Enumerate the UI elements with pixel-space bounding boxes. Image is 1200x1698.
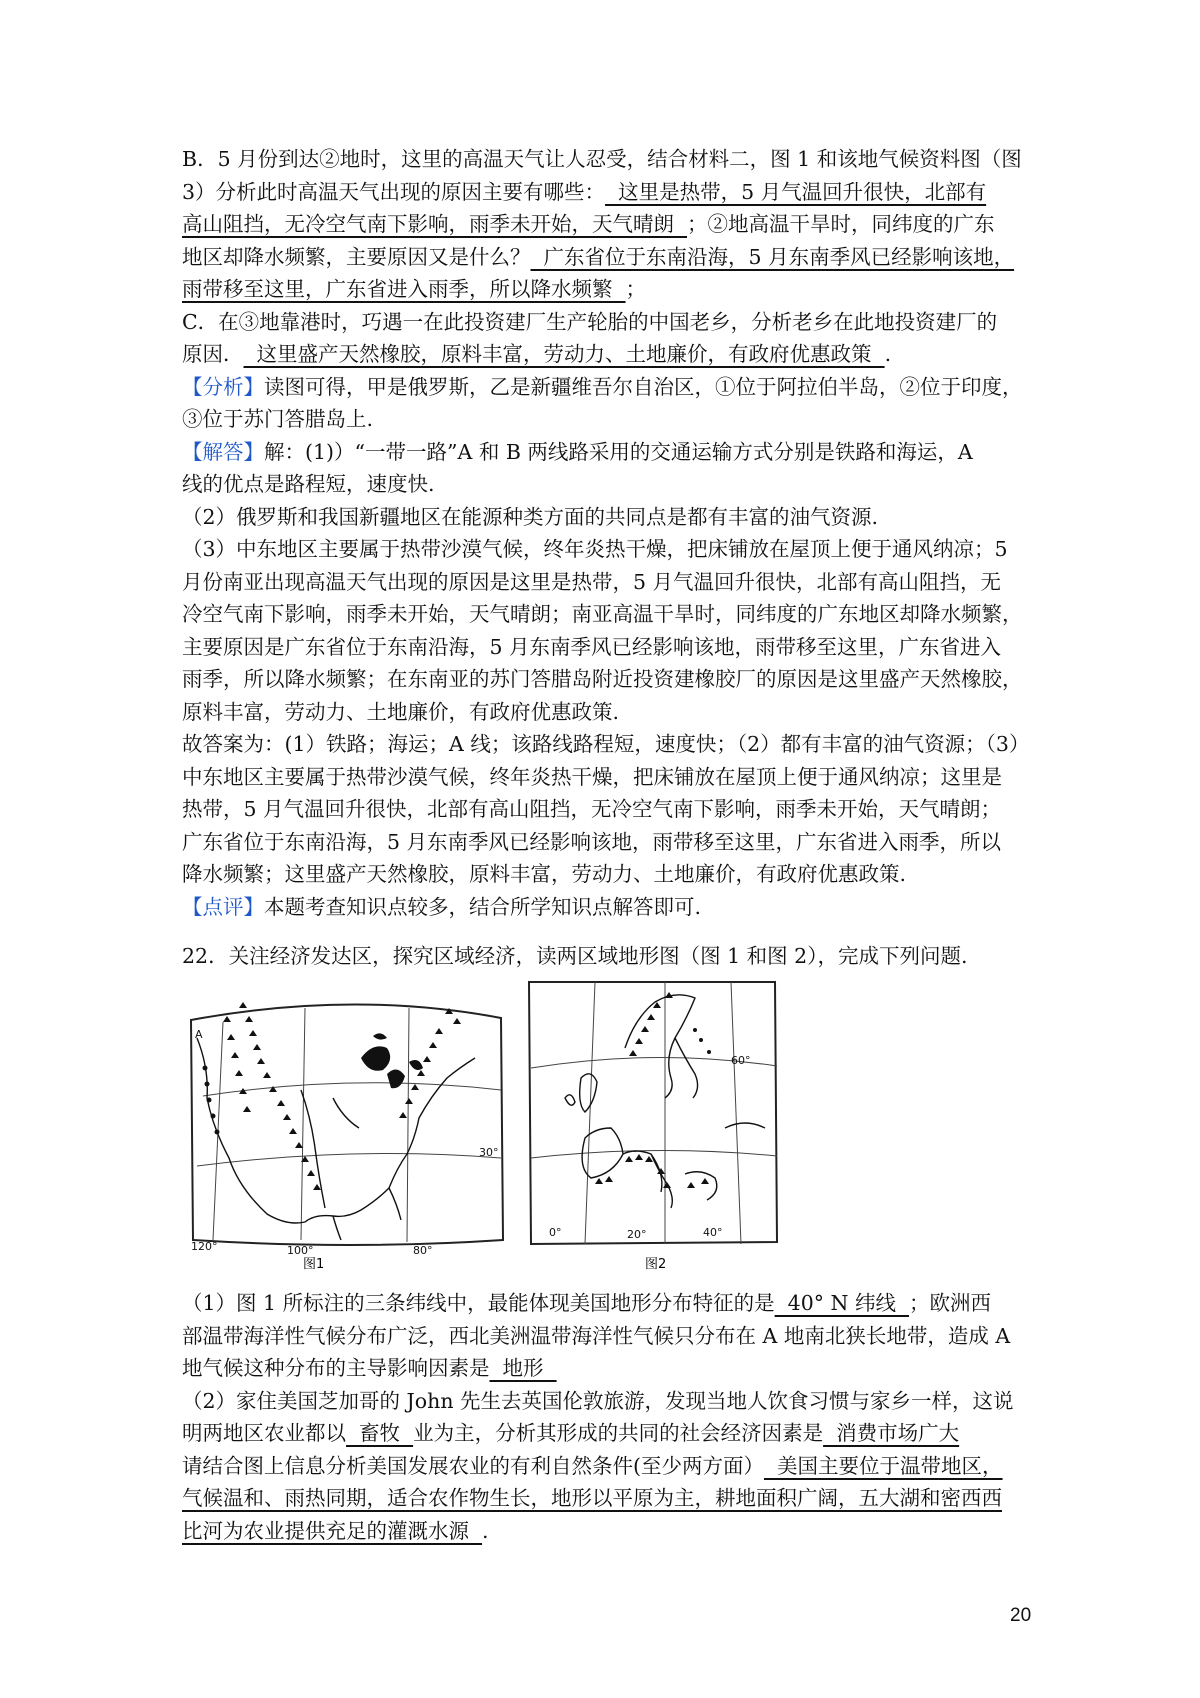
q22-part2-line: 比河为农业提供充足的灌溉水源 . [182, 1518, 489, 1543]
fill-answer: 雨带移至这里，广东省进入雨季，所以降水频繁 [182, 277, 626, 301]
question-b-line: B．5 月份到达②地时，这里的高温天气让人忍受，结合材料二，图 1 和该地气候资料图（图 [182, 147, 1022, 171]
solution-line: 线的优点是路程短，速度快. [182, 472, 435, 496]
q22-part2-line: 气候温和、雨热同期，适合农作物生长，地形以平原为主，耕地面积广阔，五大湖和密西西 [182, 1486, 1002, 1510]
fill-answer: 这里盛产天然橡胶，原料丰富，劳动力、土地廉价，有政府优惠政策 [243, 342, 885, 366]
figure-2-europe-map [525, 978, 780, 1270]
final-answer-line: 降水频繁；这里盛产天然橡胶，原料丰富，劳动力、土地廉价，有政府优惠政策. [182, 862, 907, 886]
q22-part2-line: 请结合图上信息分析美国发展农业的有利自然条件(至少两方面） 美国主要位于温带地区， [182, 1453, 1003, 1478]
comment-line: 【点评】本题考查知识点较多，结合所学知识点解答即可. [182, 894, 702, 919]
answer-analysis-block [182, 143, 1042, 923]
fill-answer: 广东省位于东南沿海，5 月东南季风已经影响该地， [530, 244, 1015, 269]
final-answer-line: 故答案为：(1）铁路；海运；A 线；该路线路程短，速度快；（2）都有丰富的油气资源；（3） [182, 732, 1030, 756]
solution-line: 原料丰富，劳动力、土地廉价，有政府优惠政策. [182, 699, 620, 724]
fill-answer: 40° N 纬线 [774, 1291, 909, 1315]
map1-label: 100° [287, 1244, 314, 1257]
final-answer-line: 中东地区主要属于热带沙漠气候，终年炎热干燥，把床铺放在屋顶上便于通风纳凉；这里是 [182, 764, 1002, 789]
solution-line: 月份南亚出现高温天气出现的原因是这里是热带，5 月气温回升很快，北部有高山阻挡，无 [182, 569, 1002, 594]
q22-part1-line: 地气候这种分布的主导影响因素是 地形 [182, 1356, 557, 1380]
final-answer-line: 热带，5 月气温回升很快，北部有高山阻挡，无冷空气南下影响，雨季未开始，天气晴朗； [182, 797, 1002, 821]
map1-label: 30° [479, 1146, 499, 1159]
question-b-line: 高山阻挡，无冷空气南下影响，雨季未开始，天气晴朗 ；②地高温干旱时，同纬度的广东 [182, 212, 995, 236]
figure-1-north-america-map [183, 978, 516, 1270]
final-answer-line: 广东省位于东南沿海，5 月东南季风已经影响该地，雨带移至这里，广东省进入雨季，所以 [182, 829, 1002, 854]
q22-part2-line: （2）家住美国芝加哥的 John 先生去英国伦敦旅游，发现当地人饮食习惯与家乡一样，这说 [182, 1388, 1014, 1413]
question-c-line: C．在③地靠港时，巧遇一在此投资建厂生产轮胎的中国老乡，分析老乡在此地投资建厂的 [182, 309, 998, 334]
map2-caption: 图2 [645, 1257, 667, 1270]
question-22-answers [182, 1287, 1042, 1547]
question-22-stem [182, 940, 1042, 973]
comment-tag: 【点评】 [182, 894, 264, 919]
fill-answer: 比河为农业提供充足的灌溉水源 [182, 1518, 483, 1543]
q22-part1-line: 部温带海洋性气候分布广泛，西北美洲温带海洋性气候只分布在 A 地南北狭长地带，造成 A [182, 1323, 1011, 1348]
map1-label: 120° [191, 1240, 218, 1253]
map2-label: 20° [627, 1228, 647, 1241]
fill-answer: 地形 [489, 1356, 557, 1380]
analysis-line: 【分析】读图可得，甲是俄罗斯，乙是新疆维吾尔自治区，①位于阿拉伯半岛，②位于印度， [182, 374, 1023, 399]
question-stem: 22．关注经济发达区，探究区域经济，读两区域地形图（图 1 和图 2），完成下列问题. [182, 944, 968, 968]
map1-caption: 图1 [303, 1257, 325, 1270]
q22-part1-line: （1）图 1 所标注的三条纬线中，最能体现美国地形分布特征的是 40° N 纬线 ；欧洲西 [182, 1291, 991, 1315]
solution-tag: 【解答】 [182, 439, 264, 464]
map-1-drawing [183, 978, 516, 1270]
question-b-line: 3）分析此时高温天气出现的原因主要有哪些： 这里是热带，5 月气温回升很快，北部有 [182, 179, 987, 204]
solution-line: 冷空气南下影响，雨季未开始，天气晴朗；南亚高温干旱时，同纬度的广东地区却降水频繁， [182, 602, 1023, 626]
solution-line: 雨季，所以降水频繁；在东南亚的苏门答腊岛附近投资建橡胶厂的原因是这里盛产天然橡胶， [182, 667, 1023, 691]
fill-answer: 这里是热带，5 月气温回升很快，北部有 [605, 179, 987, 204]
fill-answer: 消费市场广大 [823, 1421, 960, 1445]
fill-answer: 美国主要位于温带地区， [764, 1453, 1003, 1478]
fill-answer: 畜牧 [346, 1421, 414, 1445]
solution-line: 【解答】解：(1)）“一带一路”A 和 B 两线路采用的交通运输方式分别是铁路和海运，A [182, 439, 973, 464]
map1-label: A [195, 1028, 203, 1041]
map1-label: 80° [413, 1244, 433, 1257]
analysis-line: ③位于苏门答腊岛上. [182, 407, 374, 431]
q22-part2-line: 明两地区农业都以 畜牧 业为主，分析其形成的共同的社会经济因素是 消费市场广大 [182, 1421, 960, 1445]
question-b-line: 雨带移至这里，广东省进入雨季，所以降水频繁 ； [182, 277, 647, 301]
page-number: 20 [1010, 1605, 1032, 1626]
solution-line: （2）俄罗斯和我国新疆地区在能源种类方面的共同点是都有丰富的油气资源. [182, 504, 879, 529]
map2-label: 40° [703, 1226, 723, 1239]
map2-label: 60° [731, 1054, 751, 1067]
solution-line: 主要原因是广东省位于东南沿海，5 月东南季风已经影响该地，雨带移至这里，广东省进入 [182, 634, 1002, 659]
question-c-line: 原因． 这里盛产天然橡胶，原料丰富，劳动力、土地廉价，有政府优惠政策 . [182, 342, 892, 366]
fill-answer: 高山阻挡，无冷空气南下影响，雨季未开始，天气晴朗 [182, 212, 688, 236]
analysis-tag: 【分析】 [182, 374, 264, 399]
map2-label: 0° [549, 1226, 562, 1239]
question-b-line: 地区却降水频繁，主要原因又是什么？ 广东省位于东南沿海，5 月东南季风已经影响该地， [182, 244, 1015, 269]
map-2-drawing [525, 978, 780, 1270]
solution-line: （3）中东地区主要属于热带沙漠气候，终年炎热干燥，把床铺放在屋顶上便于通风纳凉；5 [182, 537, 1008, 561]
